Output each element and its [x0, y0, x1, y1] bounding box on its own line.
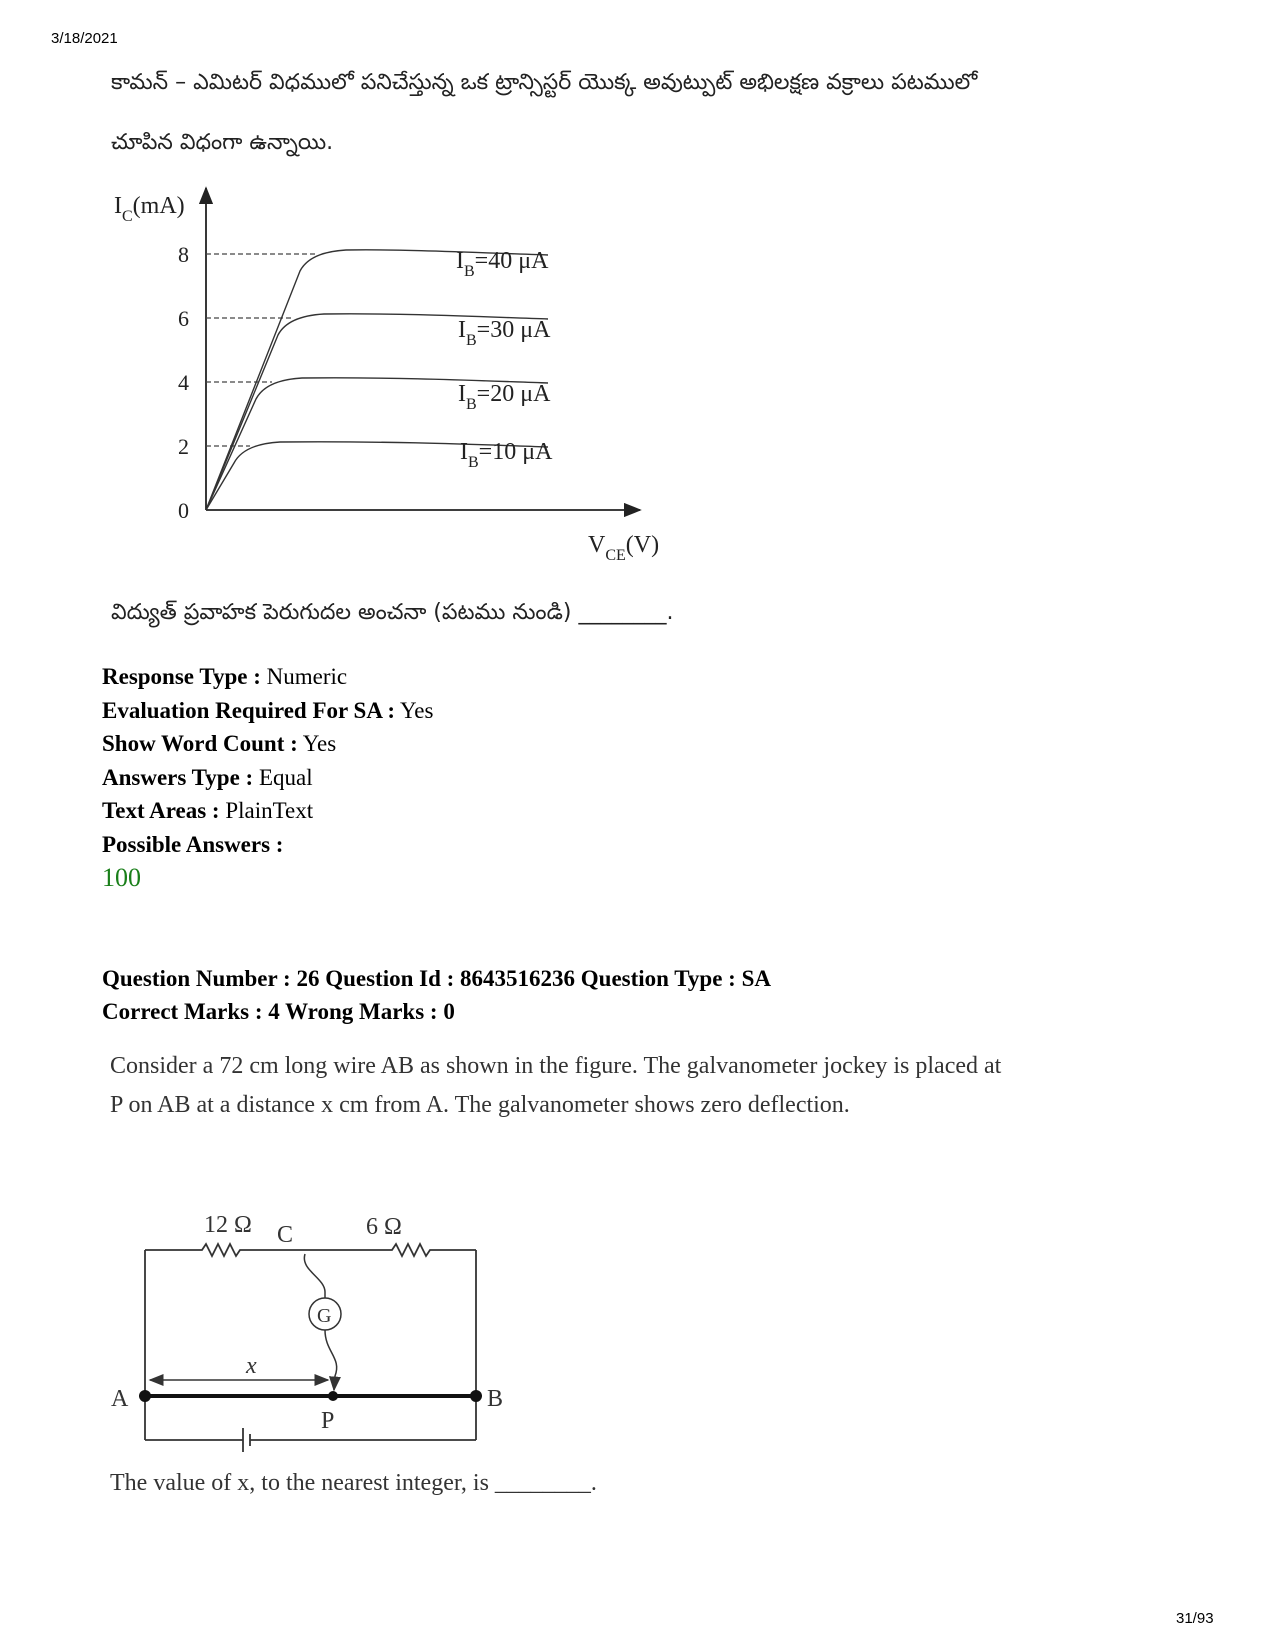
node-a-label: A [111, 1386, 129, 1412]
meta-response-type: Response Type : Numeric [102, 664, 348, 689]
resistor-12-label: 12 Ω [204, 1212, 252, 1238]
y-tick-label: 0 [178, 498, 189, 523]
series-curve [206, 250, 548, 510]
series-curve [206, 314, 548, 510]
galvanometer-wire-upper [304, 1254, 325, 1298]
node-b-dot [470, 1390, 482, 1402]
print-date: 3/18/2021 [51, 30, 118, 47]
y-axis-label: $I_C(mA)$ [114, 193, 185, 225]
top-wire [145, 1244, 476, 1256]
series-label: $I_B=20$ μA [458, 381, 551, 413]
q26-header [102, 962, 771, 1028]
y-tick-label: 6 [178, 306, 189, 331]
x-axis-label: $V_{CE}(V)$ [588, 532, 660, 564]
meta-text-areas: Text Areas : PlainText [102, 798, 314, 823]
q26-header-line2: Correct Marks : 4 Wrong Marks : 0 [102, 999, 455, 1024]
transistor-output-characteristics-chart [100, 180, 700, 590]
galvanometer-wire-lower [325, 1330, 337, 1390]
resistor-6-label: 6 Ω [366, 1214, 402, 1240]
q25-intro-line2: చూపిన విధంగా ఉన్నాయి. [111, 130, 334, 155]
node-a-dot [139, 1390, 151, 1402]
distance-x-label: x [246, 1353, 257, 1379]
q26-prompt: The value of x, to the nearest integer, is ________. [110, 1470, 597, 1496]
meta-possible-answers: Possible Answers : [102, 831, 284, 857]
meta-show-word-count: Show Word Count : Yes [102, 731, 337, 756]
q26-text [110, 1047, 1001, 1125]
series-label: $I_B=40$ μA [456, 248, 549, 280]
y-tick-label: 4 [178, 370, 189, 395]
node-c-label: C [277, 1222, 294, 1248]
possible-answer-value: 100 [102, 863, 141, 892]
y-tick-label: 2 [178, 434, 189, 459]
series-label: $I_B=10$ μA [460, 439, 553, 471]
meter-bridge-circuit [110, 1190, 530, 1490]
galvanometer-label: G [317, 1305, 332, 1327]
y-tick-label: 8 [178, 242, 189, 267]
q26-header-line1: Question Number : 26 Question Id : 8643516236 Question Type : SA [102, 966, 771, 991]
node-b-label: B [487, 1386, 504, 1412]
q25-prompt: విద్యుత్ ప్రవాహక పెరుగుదల అంచనా (పటము నుండి) ________. [111, 600, 674, 625]
q26-text-line2: P on AB at a distance x cm from A. The galvanometer shows zero deflection. [110, 1092, 850, 1118]
meta-evaluation-required: Evaluation Required For SA : Yes [102, 697, 434, 723]
q25-intro-line1: కామన్ – ఎమిటర్ విధములో పనిచేస్తున్న ఒక ట్రాన్సిస్టర్ యొక్క అవుట్పుట్ అభిలక్షణ వక్రాలు పటములో [111, 70, 978, 95]
series-label: $I_B=30$ μA [458, 317, 551, 349]
node-p-dot [328, 1391, 338, 1401]
page-number: 31/93 [1176, 1610, 1214, 1627]
meta-answers-type: Answers Type : Equal [102, 764, 313, 790]
q26-text-line1: Consider a 72 cm long wire AB as shown in the figure. The galvanometer jockey is placed at [110, 1053, 1002, 1079]
q25-meta [102, 660, 433, 895]
node-p-label: P [321, 1408, 335, 1434]
